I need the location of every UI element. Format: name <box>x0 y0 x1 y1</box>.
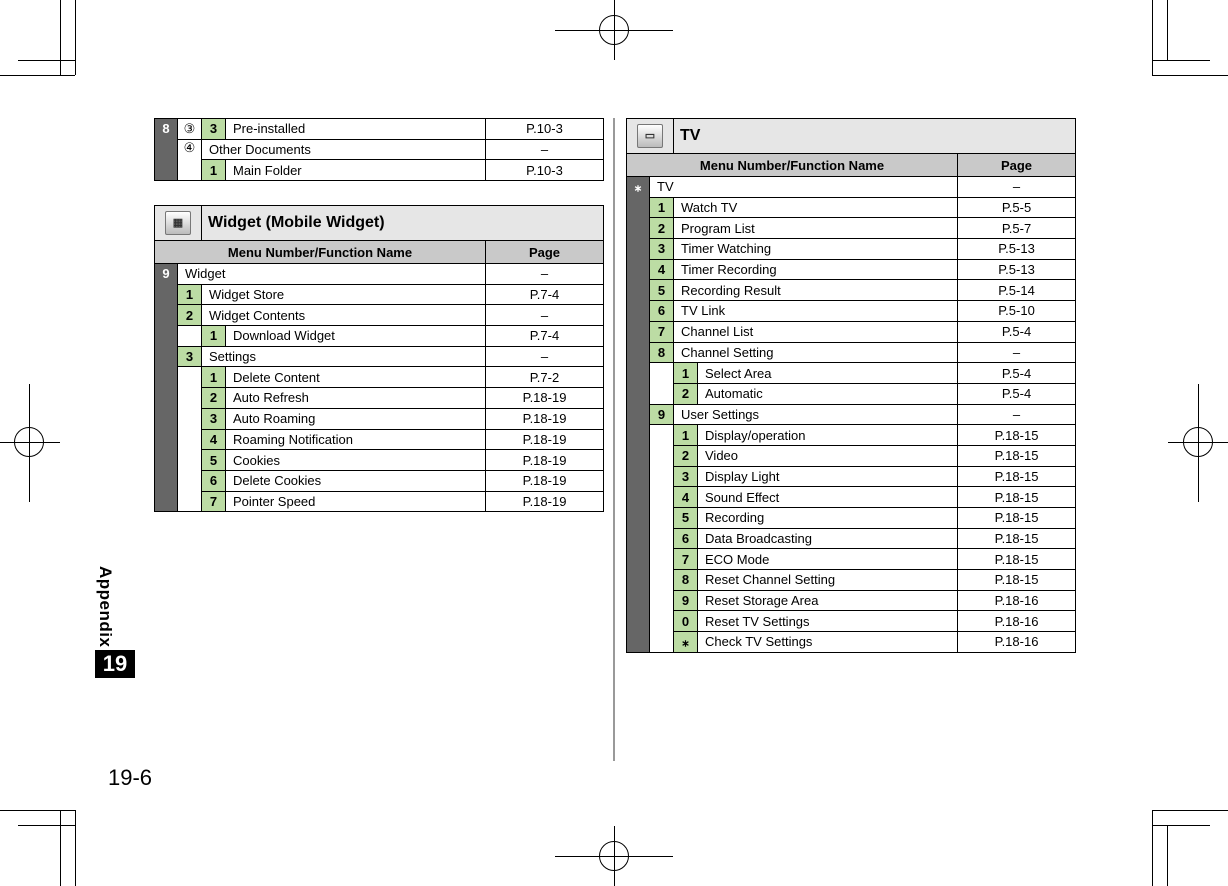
page-ref: P.10-3 <box>486 119 604 140</box>
item-number: 3 <box>178 346 202 367</box>
item-number: 5 <box>674 508 698 529</box>
widget-table <box>154 205 604 512</box>
page-ref: P.5-4 <box>958 383 1076 404</box>
item-number: 2 <box>674 383 698 404</box>
page-ref: P.18-19 <box>486 491 604 512</box>
item-number: 4 <box>674 487 698 508</box>
page-ref: P.18-15 <box>958 528 1076 549</box>
table-row <box>627 487 1076 508</box>
function-name: Auto Refresh <box>226 388 486 409</box>
page-ref: P.18-19 <box>486 470 604 491</box>
page-ref: – <box>486 139 604 160</box>
table-row <box>155 346 604 367</box>
page-ref: P.18-16 <box>958 611 1076 632</box>
item-number: 3 <box>650 239 674 260</box>
tv-table <box>626 118 1076 653</box>
item-number: 8 <box>650 342 674 363</box>
function-name: Timer Recording <box>674 259 958 280</box>
page-ref: P.18-15 <box>958 570 1076 591</box>
page-ref: P.5-14 <box>958 280 1076 301</box>
page-ref: P.18-15 <box>958 425 1076 446</box>
table-row <box>155 450 604 471</box>
item-number: 5 <box>202 450 226 471</box>
item-number: 4 <box>202 429 226 450</box>
table-row <box>627 590 1076 611</box>
page-ref: P.5-13 <box>958 259 1076 280</box>
table-row <box>155 470 604 491</box>
table-row <box>627 466 1076 487</box>
function-name: Delete Cookies <box>226 470 486 491</box>
item-number: 7 <box>202 491 226 512</box>
page-ref: P.5-13 <box>958 239 1076 260</box>
item-number: 1 <box>202 326 226 347</box>
item-number: 1 <box>674 425 698 446</box>
table-row <box>155 119 604 140</box>
item-number: 2 <box>178 305 202 326</box>
table-row <box>627 342 1076 363</box>
item-number: 3 <box>202 408 226 429</box>
item-number: 8 <box>674 570 698 591</box>
function-name: TV <box>650 177 958 198</box>
page-ref: P.18-15 <box>958 445 1076 466</box>
category-key: 9 <box>155 264 178 512</box>
function-name: Display Light <box>698 466 958 487</box>
item-number: 0 <box>674 611 698 632</box>
function-name: Video <box>698 445 958 466</box>
sub-key: ④ <box>178 139 202 180</box>
table-row <box>627 528 1076 549</box>
table-row <box>155 388 604 409</box>
function-name: ECO Mode <box>698 549 958 570</box>
item-number: 4 <box>650 259 674 280</box>
page-ref: P.5-7 <box>958 218 1076 239</box>
page-ref: – <box>958 177 1076 198</box>
function-name: Select Area <box>698 363 958 384</box>
function-name: Reset Storage Area <box>698 590 958 611</box>
chapter-tab: 19 <box>95 650 135 678</box>
page-ref: – <box>486 346 604 367</box>
function-name: Other Documents <box>202 139 486 160</box>
page-ref: P.18-15 <box>958 508 1076 529</box>
table-row <box>155 491 604 512</box>
function-name: Main Folder <box>226 160 486 181</box>
table-row <box>627 280 1076 301</box>
function-name: Reset Channel Setting <box>698 570 958 591</box>
item-number: 3 <box>202 119 226 140</box>
table-row <box>627 445 1076 466</box>
function-name: TV Link <box>674 301 958 322</box>
column-divider <box>613 118 615 761</box>
table-row <box>155 367 604 388</box>
table-row <box>155 139 604 160</box>
item-number: 7 <box>674 549 698 570</box>
item-number: 7 <box>650 321 674 342</box>
indent-spacer <box>178 367 202 512</box>
page-ref: – <box>958 404 1076 425</box>
function-name: Pointer Speed <box>226 491 486 512</box>
column-header-name: Menu Number/Function Name <box>627 154 958 177</box>
function-name: Timer Watching <box>674 239 958 260</box>
page-ref: P.18-15 <box>958 466 1076 487</box>
function-name: Channel Setting <box>674 342 958 363</box>
item-number: 1 <box>202 367 226 388</box>
item-number: 5 <box>650 280 674 301</box>
page-ref: – <box>486 264 604 285</box>
function-name: Download Widget <box>226 326 486 347</box>
page-ref: – <box>486 305 604 326</box>
table-row <box>627 549 1076 570</box>
table-row <box>627 404 1076 425</box>
sub-key: ③ <box>178 119 202 140</box>
page-ref: P.18-15 <box>958 487 1076 508</box>
function-name: Pre-installed <box>226 119 486 140</box>
item-number: 1 <box>674 363 698 384</box>
page-ref: P.7-4 <box>486 284 604 305</box>
function-name: Widget Store <box>202 284 486 305</box>
table-row <box>155 408 604 429</box>
item-number: 1 <box>202 160 226 181</box>
function-name: Recording Result <box>674 280 958 301</box>
indent-spacer <box>178 326 202 347</box>
page-ref: P.18-19 <box>486 408 604 429</box>
widget-icon: ▦ <box>155 206 202 241</box>
column-header-name: Menu Number/Function Name <box>155 241 486 264</box>
page-ref: P.7-2 <box>486 367 604 388</box>
function-name: Roaming Notification <box>226 429 486 450</box>
function-name: Display/operation <box>698 425 958 446</box>
column-header-page: Page <box>486 241 604 264</box>
table-row <box>155 326 604 347</box>
function-name: Program List <box>674 218 958 239</box>
category-key: ⁎ <box>627 177 650 653</box>
page-ref: P.18-19 <box>486 450 604 471</box>
item-number: 6 <box>674 528 698 549</box>
chapter-label: Appendix <box>96 566 115 648</box>
page-ref: P.5-4 <box>958 321 1076 342</box>
tv-icon: ▭ <box>627 119 674 154</box>
table-row <box>627 383 1076 404</box>
category-key: 8 <box>155 119 178 181</box>
table-row <box>155 305 604 326</box>
page-ref: P.18-15 <box>958 549 1076 570</box>
item-number: 3 <box>674 466 698 487</box>
table-row <box>155 264 604 285</box>
function-name: Widget Contents <box>202 305 486 326</box>
function-name: Auto Roaming <box>226 408 486 429</box>
page-number: 19-6 <box>108 765 153 790</box>
table-row <box>627 197 1076 218</box>
item-number: 9 <box>674 590 698 611</box>
table-row <box>627 218 1076 239</box>
page-ref: P.10-3 <box>486 160 604 181</box>
table-row <box>627 570 1076 591</box>
item-number: 2 <box>674 445 698 466</box>
item-number: ⁎ <box>674 632 698 653</box>
function-name: Settings <box>202 346 486 367</box>
section-title: TV <box>674 119 1076 154</box>
function-name: Automatic <box>698 383 958 404</box>
page-ref: P.7-4 <box>486 326 604 347</box>
indent-spacer <box>650 425 674 653</box>
function-name: Check TV Settings <box>698 632 958 653</box>
page-ref: P.5-5 <box>958 197 1076 218</box>
item-number: 9 <box>650 404 674 425</box>
function-name: Cookies <box>226 450 486 471</box>
documents-table <box>154 118 604 181</box>
table-row <box>627 321 1076 342</box>
function-name: Delete Content <box>226 367 486 388</box>
function-name: Watch TV <box>674 197 958 218</box>
table-row <box>627 239 1076 260</box>
item-number: 1 <box>650 197 674 218</box>
table-row <box>627 632 1076 653</box>
function-name: User Settings <box>674 404 958 425</box>
page-ref: P.18-19 <box>486 388 604 409</box>
page-ref: P.18-16 <box>958 590 1076 611</box>
page-ref: P.5-4 <box>958 363 1076 384</box>
page-ref: P.5-10 <box>958 301 1076 322</box>
item-number: 6 <box>650 301 674 322</box>
table-row <box>627 259 1076 280</box>
table-row <box>627 363 1076 384</box>
page-ref: – <box>958 342 1076 363</box>
item-number: 1 <box>178 284 202 305</box>
item-number: 6 <box>202 470 226 491</box>
function-name: Recording <box>698 508 958 529</box>
table-row <box>627 425 1076 446</box>
function-name: Data Broadcasting <box>698 528 958 549</box>
table-row <box>627 508 1076 529</box>
item-number: 2 <box>650 218 674 239</box>
table-row <box>155 284 604 305</box>
table-row <box>627 611 1076 632</box>
function-name: Channel List <box>674 321 958 342</box>
column-header-page: Page <box>958 154 1076 177</box>
section-title: Widget (Mobile Widget) <box>202 206 604 241</box>
table-row <box>155 429 604 450</box>
function-name: Sound Effect <box>698 487 958 508</box>
table-row <box>627 177 1076 198</box>
page-ref: P.18-19 <box>486 429 604 450</box>
item-number: 2 <box>202 388 226 409</box>
table-row <box>155 160 604 181</box>
function-name: Widget <box>178 264 486 285</box>
page-ref: P.18-16 <box>958 632 1076 653</box>
function-name: Reset TV Settings <box>698 611 958 632</box>
indent-spacer <box>650 363 674 404</box>
table-row <box>627 301 1076 322</box>
